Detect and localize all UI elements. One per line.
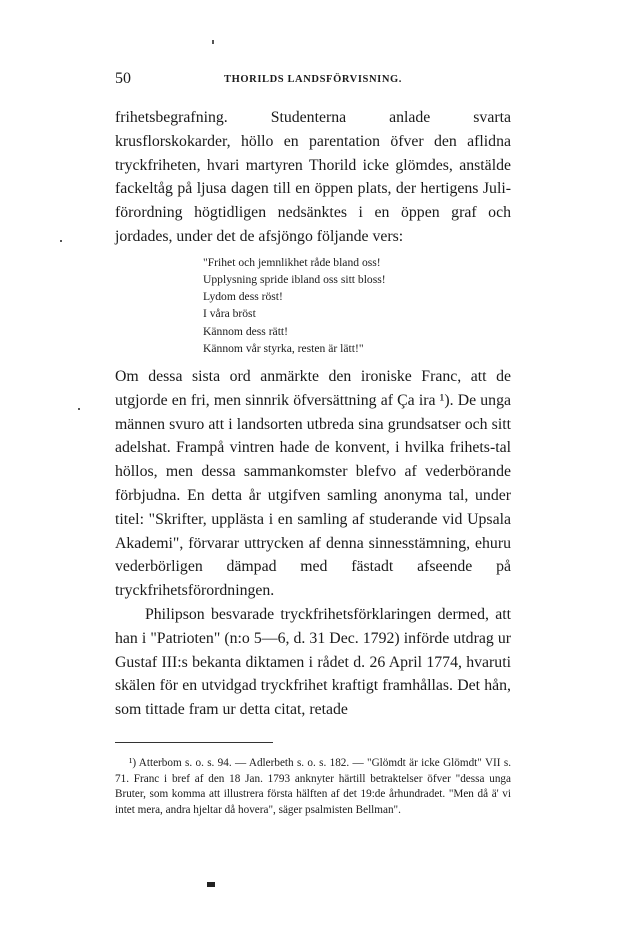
verse-line: "Frihet och jemnlikhet råde bland oss!	[203, 255, 381, 269]
paragraph-2: Om dessa sista ord anmärkte den ironiske Franc, att de utgjorde en fri, men sinnrik öfversättning af Ça ira ¹). De unga männen svuro att i landsorten utbreda sina grundsatser och sitt adelshat. Frampå vintren hade de konvent, i hvilka frihets-tal höllos, men dessa sammankomster blefvo af vederbörande förbjudna. En detta år utgifven samling anonyma tal, under titel: "Skrifter, upplästa i en samling af studerande vid Upsala Akademi", förvarar uttrycken af denna sinnesstämning, ehuru vederbörligen dämpad med fästadt afseende på tryckfrihetsförordningen.	[115, 368, 511, 600]
verse-quote	[203, 254, 511, 357]
scan-speck	[207, 882, 215, 887]
running-title: THORILDS LANDSFÖRVISNING.	[224, 74, 402, 85]
scan-speck	[78, 408, 80, 410]
paragraph-1: frihetsbegrafning. Studenterna anlade svarta krusflorskokarder, höllo en parentation öfver den aflidna tryckfriheten, hvari martyren Thorild icke glömdes, anstälde fackeltåg på ljusa dagen till en öppen plats, der hertigens Juli-förordning högtidligen nedsänktes i en öppen graf och jordades, under det de afsjöngo följande vers:	[115, 109, 511, 245]
verse-line: I våra bröst	[203, 307, 256, 321]
scan-speck	[60, 240, 62, 242]
footnotes	[115, 756, 511, 818]
verse-line: Kännom vår styrka, resten är lätt!"	[203, 341, 364, 355]
footnote-divider	[115, 742, 273, 743]
body-text	[115, 106, 511, 722]
scan-speck	[212, 40, 214, 44]
page-header	[115, 70, 511, 92]
verse-line: Upplysning spride ibland oss sitt bloss!	[203, 272, 386, 286]
page-number: 50	[115, 70, 131, 87]
verse-line: Kännom dess rätt!	[203, 324, 289, 338]
footnote-1: ¹) Atterbom s. o. s. 94. — Adlerbeth s. o. s. 182. — "Glömdt är icke Glömdt" VII s. 71. Franc i bref af den 18 Jan. 1793 anknyter härtill betraktelser öfver "dessa unga Bruter, som komma att illustrera första hälften af det 19:de århundradet. "Men då ä' vi intet mera, andra hjeltar då hovera", säger psalmisten Bellman".	[115, 757, 511, 816]
paragraph-3: Philipson besvarade tryckfrihetsförklaringen dermed, att han i "Patrioten" (n:o 5—6, d. 31 Dec. 1792) införde utdrag ur Gustaf III:s bekanta diktamen i rådet d. 26 April 1774, hvaruti skälen för en utvidgad tryckfrihet kraftigt framhållas. Det hån, som tittade fram ur detta citat, retade	[115, 605, 511, 719]
verse-line: Lydom dess röst!	[203, 290, 283, 304]
